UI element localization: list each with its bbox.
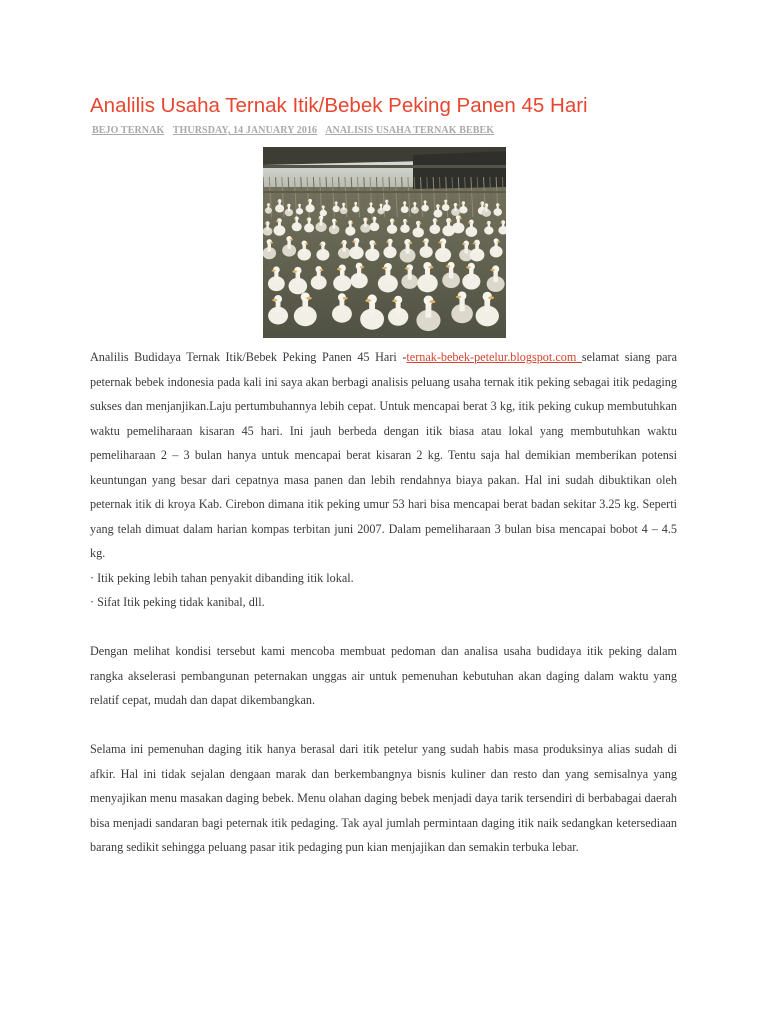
intro-lead: Analilis Budidaya Ternak Itik/Bebek Peking Panen 45 Hari -	[90, 350, 407, 364]
blog-link[interactable]: ternak-bebek-petelur.blogspot.com	[406, 350, 582, 364]
post-meta	[92, 125, 500, 136]
ducks-photo-image	[263, 147, 506, 338]
date-link[interactable]: THURSDAY, 14 JANUARY 2016	[172, 125, 318, 136]
ducks-photo	[263, 147, 506, 338]
bullet-list	[90, 566, 677, 615]
paragraph-2: Dengan melihat kondisi tersebut kami mencoba membuat pedoman dan analisa usaha budidaya itik peking dalam rangka akselerasi pembangunan peternakan unggas air untuk pemenuhan kebutuhan akan daging dalam waktu yang relatif cepat, mudah dan dapat dikembangkan.	[90, 644, 677, 707]
author-link[interactable]: BEJO TERNAK	[92, 125, 165, 136]
paragraph-3: Selama ini pemenuhan daging itik hanya berasal dari itik petelur yang sudah habis masa produksinya alias sudah di afkir. Hal ini tidak sejalan dengaan marak dan berkembangnya bisnis kuliner dan resto dan yang semisalnya yang menyajikan menu masakan daging bebek. Menu olahan daging bebek menjadi daya tarik tersendiri di berbabagai daerah bisa menjadi sandaran bagi peternak itik pedaging. Tak ayal jumlah permintaan daging itik naik sedangkan ketersediaan barang sedikit sehingga peluang pasar itik pedaging pun kian menjajikan dan semakin terbuka lebar.	[90, 742, 677, 854]
post-title: Analilis Usaha Ternak Itik/Bebek Peking Panen 45 Hari	[90, 94, 588, 117]
bullet-item-2: · Sifat Itik peking tidak kanibal, dll.	[90, 595, 265, 609]
intro-rest: selamat siang para peternak bebek indonesia pada kali ini saya akan berbagi analisis peluang usaha ternak itik peking sebagai itik pedaging sukses dan menjanjikan.Laju pertumbuhannya lebih cepat. Untuk mencapai berat 3 kg, itik peking cukup membutuhkan waktu pemeliharaan kisaran 45 hari. Ini jauh berbeda dengan itik biasa atau lokal yang membutuhkan waktu pemeliharaan 2 – 3 bulan hanya untuk mencapai berat kisaran 2 kg. Tentu saja hal demikian memberikan potensi keuntungan yang besar dari cepatnya masa panen dan lebih rendahnya biaya pakan. Hal ini sudah dibuktikan oleh peternak itik di kroya Kab. Cirebon dimana itik peking umur 53 hari bisa mencapai berat badan sekitar 3.25 kg. Seperti yang telah dimuat dalam harian kompas terbitan juni 2007. Dalam pemeliharaan 3 bulan bisa mencapai bobot 4 – 4.5 kg.	[90, 350, 677, 560]
intro-paragraph	[90, 345, 677, 566]
category-link[interactable]: ANALISIS USAHA TERNAK BEBEK	[325, 125, 495, 136]
bullet-item-1: · Itik peking lebih tahan penyakit dibanding itik lokal.	[90, 570, 354, 585]
article-body	[90, 345, 677, 860]
